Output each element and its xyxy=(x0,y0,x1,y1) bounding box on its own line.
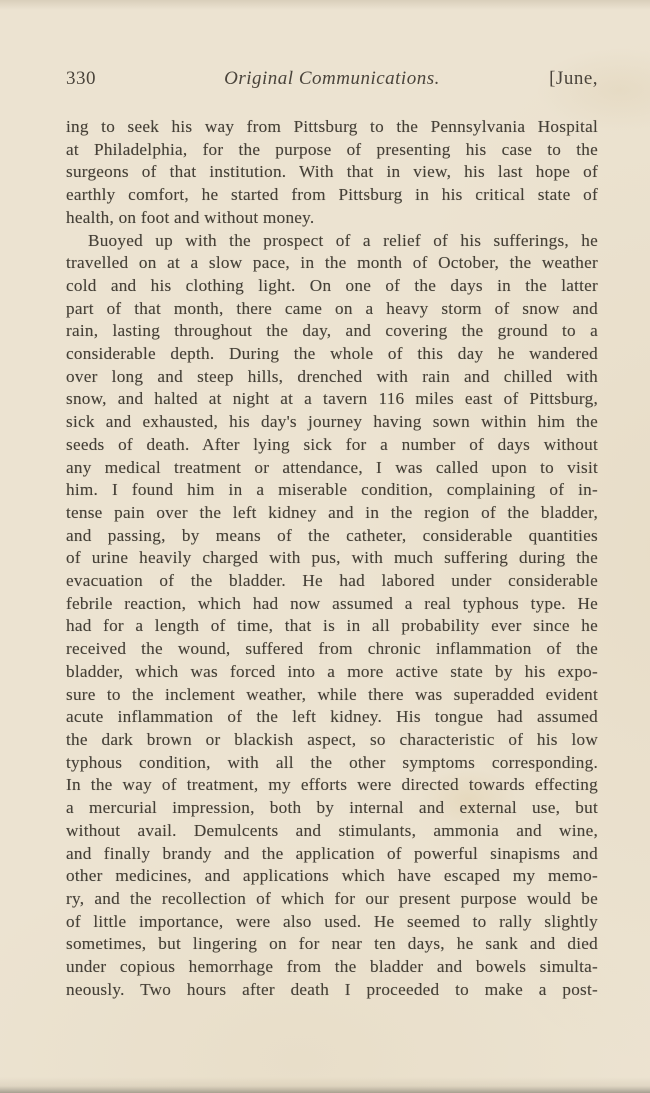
text-line: In the way of treatment, my efforts were directed towards effecting xyxy=(66,775,598,795)
text-line: sick and exhausted, his day's journey having sown within him the xyxy=(66,412,598,432)
text-line: surgeons of that institution. With that in view, his last hope of xyxy=(66,162,598,182)
text-line: evacuation of the bladder. He had labored under considerable xyxy=(66,571,598,591)
text-line: and passing, by means of the catheter, considerable quantities xyxy=(66,525,598,545)
text-line: considerable depth. During the whole of this day he wandered xyxy=(66,344,598,364)
text-block xyxy=(66,116,598,1001)
text-line: any medical treatment or attendance, I was called upon to visit xyxy=(66,457,598,477)
text-line: received the wound, suffered from chronic inflammation of the xyxy=(66,639,598,659)
text-line: of urine heavily charged with pus, with much suffering during the xyxy=(66,548,598,568)
text-line: travelled on at a slow pace, in the month of October, the weather xyxy=(66,253,598,273)
text-line: febrile reaction, which had now assumed a real typhous type. He xyxy=(66,593,598,613)
text-line: sure to the inclement weather, while there was superadded evident xyxy=(66,684,598,704)
text-line: ing to seek his way from Pittsburg to the Pennsylvania Hospital xyxy=(66,117,598,136)
text-line: him. I found him in a miserable condition, complaining of in- xyxy=(66,480,598,500)
text-line: over long and steep hills, drenched with rain and chilled with xyxy=(66,366,598,386)
text-line: without avail. Demulcents and stimulants, ammonia and wine, xyxy=(66,820,598,840)
text-line: and finally brandy and the application of powerful sinapisms and xyxy=(66,843,598,863)
text-line: a mercurial impression, both by internal and external use, but xyxy=(66,798,598,818)
text-line: acute inflammation of the left kidney. His tongue had assumed xyxy=(66,707,598,727)
text-line: at Philadelphia, for the purpose of presenting his case to the xyxy=(66,139,598,159)
page-number: 330 xyxy=(66,68,96,89)
text-line: neously. Two hours after death I proceeded to make a post- xyxy=(66,979,598,999)
text-line: other medicines, and applications which have escaped my memo- xyxy=(66,866,598,886)
text-line: typhous condition, with all the other symptoms corresponding. xyxy=(66,752,598,772)
text-line: of little importance, were also used. He seemed to rally slightly xyxy=(66,911,598,931)
text-line: ry, and the recollection of which for our present purpose would be xyxy=(66,888,598,908)
text-line: snow, and halted at night at a tavern 116 miles east of Pittsburg, xyxy=(66,389,598,409)
text-line: tense pain over the left kidney and in the region of the bladder, xyxy=(66,502,598,522)
paragraph xyxy=(66,116,598,230)
issue-label: [June, xyxy=(549,68,598,89)
text-line: health, on foot and without money. xyxy=(66,207,315,227)
text-line: sometimes, but lingering on for near ten days, he sank and died xyxy=(66,934,598,954)
text-line: cold and his clothing light. On one of the days in the latter xyxy=(66,275,598,295)
text-line: rain, lasting throughout the day, and covering the ground to a xyxy=(66,321,598,341)
running-title: Original Communications. xyxy=(224,68,440,89)
text-line: the dark brown or blackish aspect, so characteristic of his low xyxy=(66,729,598,749)
text-line: under copious hemorrhage from the bladder and bowels simulta- xyxy=(66,957,598,977)
text-line: Buoyed up with the prospect of a relief of his sufferings, he xyxy=(88,230,598,250)
text-line: earthly comfort, he started from Pittsburg in his critical state of xyxy=(66,185,598,205)
text-line: part of that month, there came on a heavy storm of snow and xyxy=(66,298,598,318)
paragraph xyxy=(66,230,598,1002)
text-line: bladder, which was forced into a more active state by his expo- xyxy=(66,661,598,681)
text-line: seeds of death. After lying sick for a number of days without xyxy=(66,434,598,454)
running-head xyxy=(66,68,598,90)
text-line: had for a length of time, that is in all probability ever since he xyxy=(66,616,598,636)
